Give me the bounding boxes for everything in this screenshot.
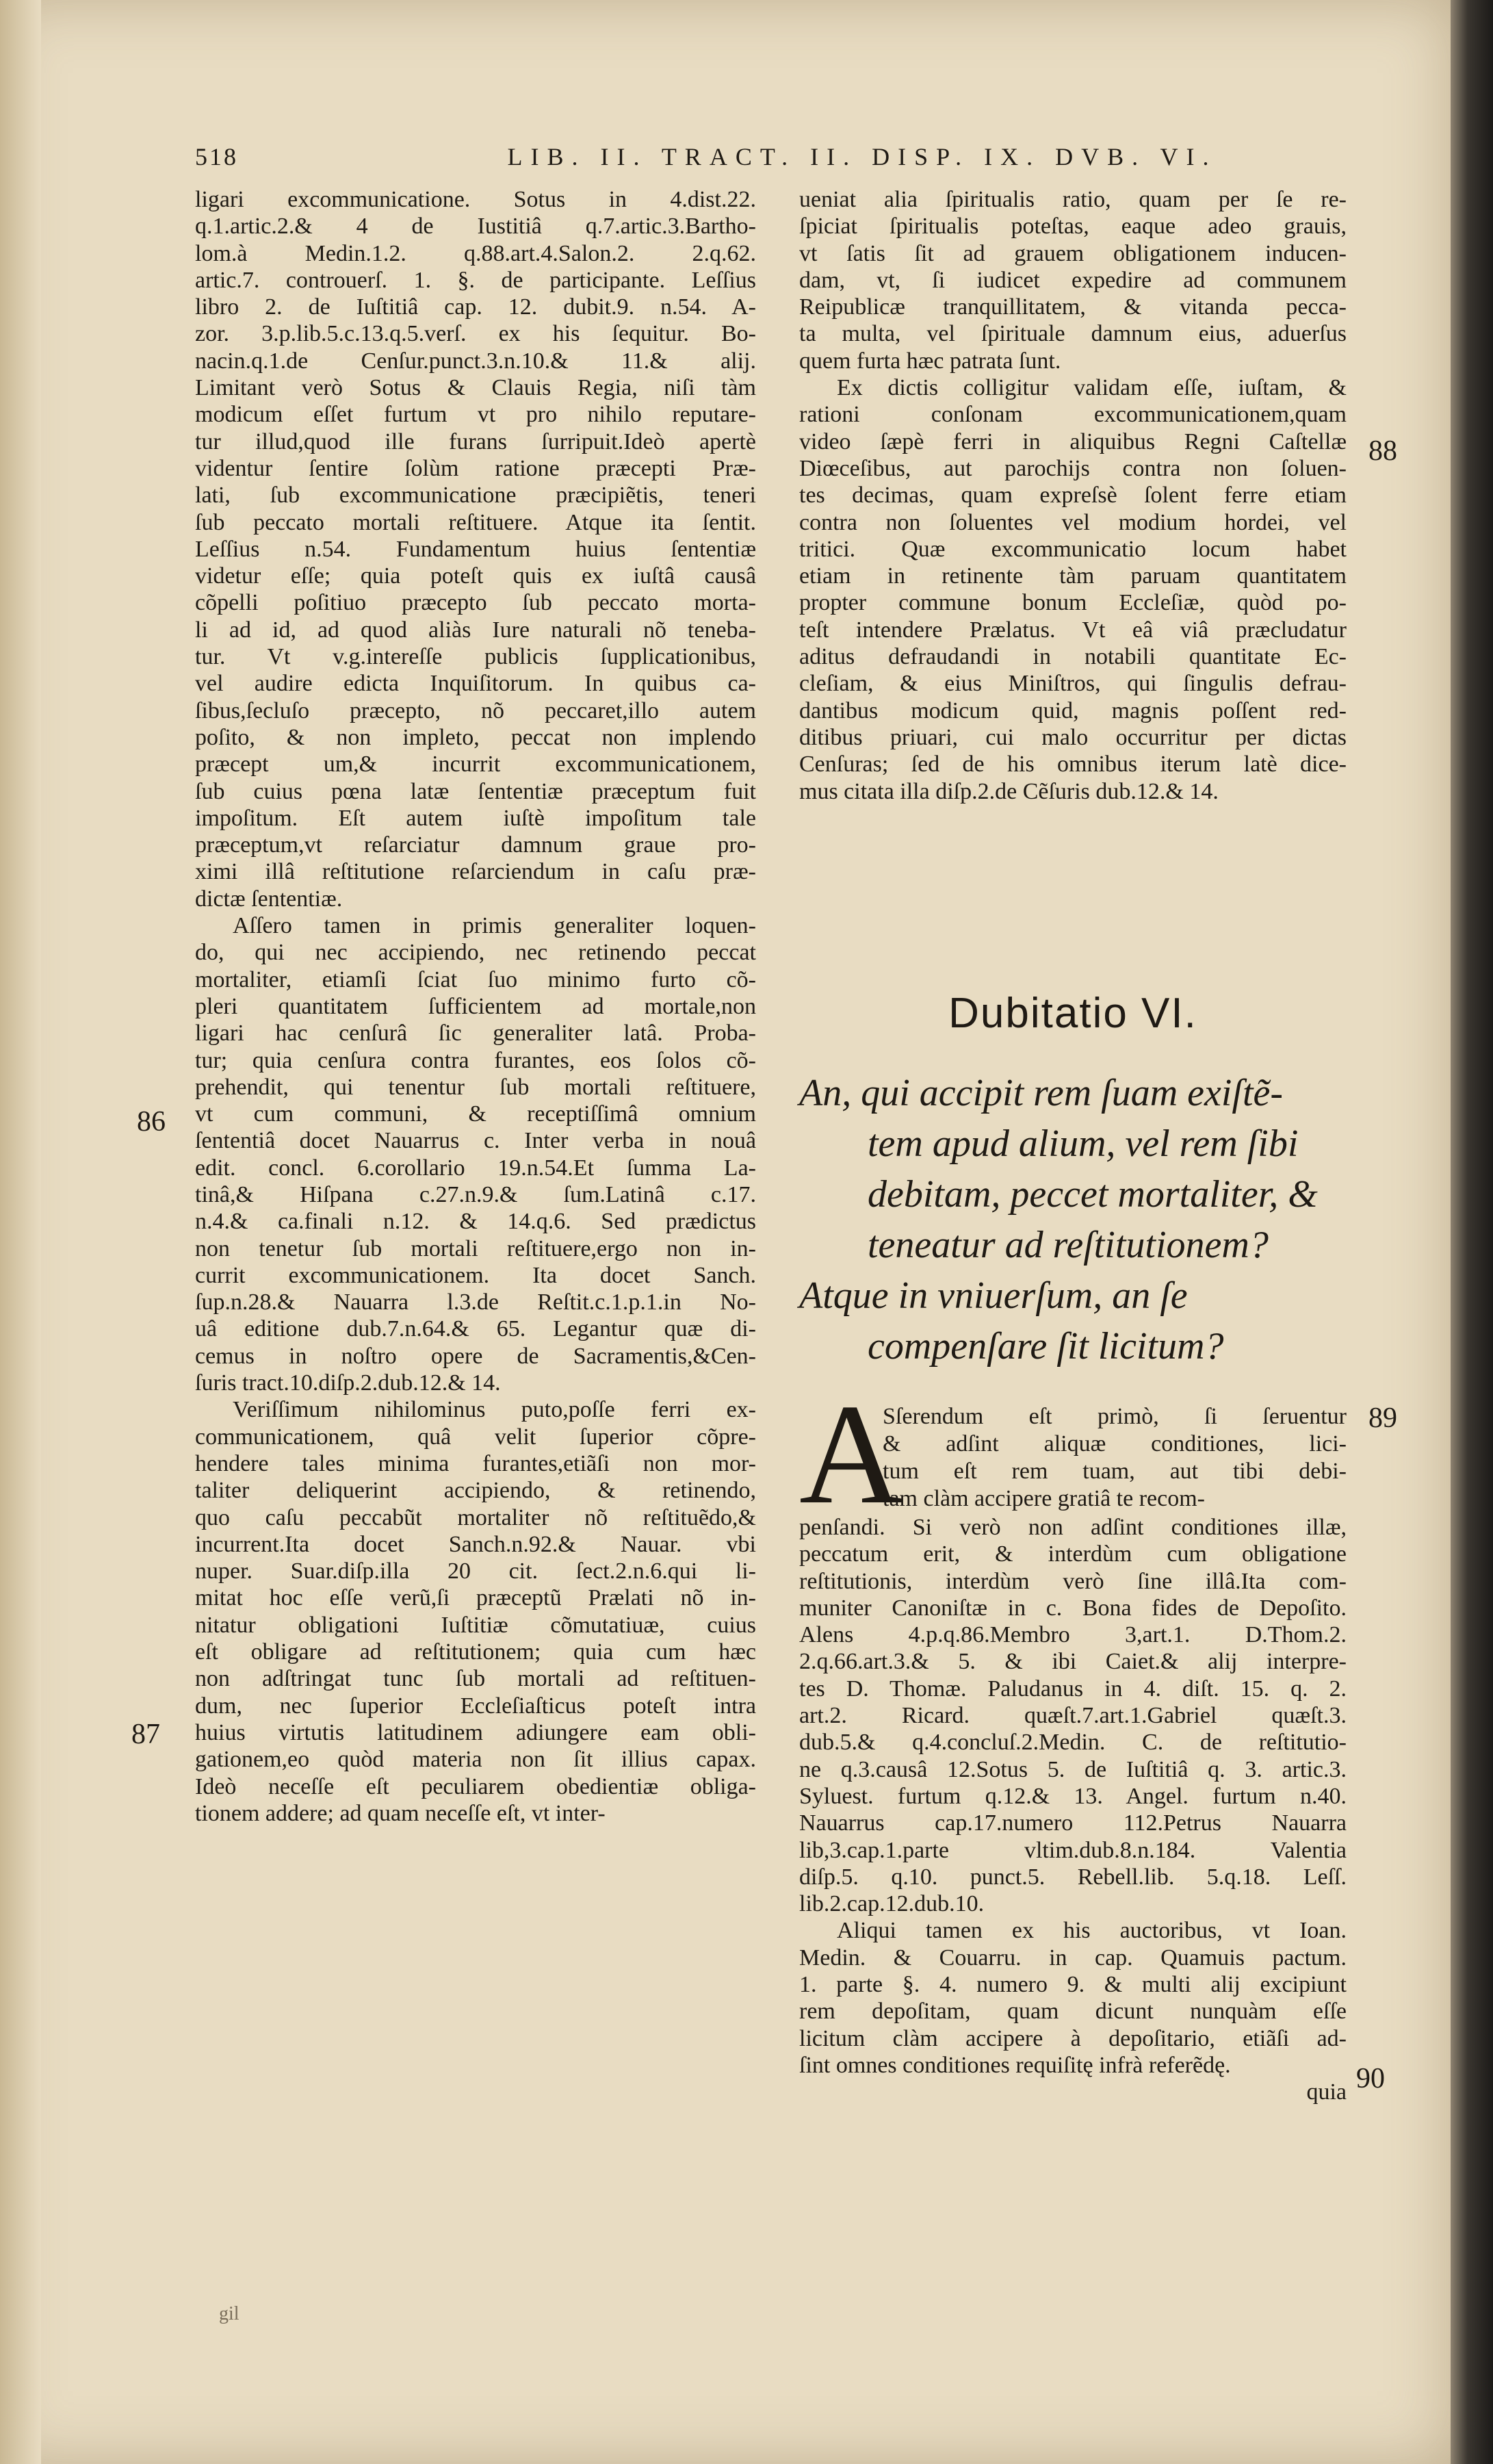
- text-line: præceptum,vt reſarciatur damnum graue pro-: [195, 832, 756, 858]
- text-line: lati, ſub excommunicatione præcipiẽtis, teneri: [195, 483, 756, 509]
- text-line: Reipublicæ tranquillitatem, & vitanda pecca-: [799, 294, 1347, 320]
- text-line: cemus in noſtro opere de Sacramentis,&Cen-: [195, 1343, 756, 1369]
- drop-cap-letter: A: [799, 1375, 903, 1534]
- text-line: do, qui nec accipiendo, nec retinendo peccat: [195, 940, 756, 966]
- text-line: ſint omnes conditiones requiſitę infrà referẽdę.: [799, 2052, 1231, 2078]
- text-line: propter commune bonum Eccleſiæ, quòd po-: [799, 590, 1347, 616]
- text-line: videtur eſſe; quia poteſt quis ex iuſtâ causâ: [195, 563, 756, 589]
- margin-number-90: 90: [1356, 2063, 1385, 2094]
- text-line: reſtitutionis, interdùm verò ſine illâ.Ita com-: [799, 1568, 1347, 1594]
- dubitatio-heading: Dubitatio VI.: [948, 990, 1197, 1037]
- text-line: vt cum communi, & receptiſſimâ omnium: [195, 1101, 756, 1127]
- text-line: gationem,eo quòd materia non ſit illius capax.: [195, 1747, 756, 1773]
- text-line: incurrent.Ita docet Sanch.n.92.& Nauar. vbi: [195, 1531, 756, 1557]
- text-line: ditibus priuari, cui malo occurritur per dictas: [799, 724, 1347, 750]
- text-line: huius virtutis latitudinem adiungere eam obli-: [195, 1719, 756, 1745]
- question-line: tem apud alium, vel rem ſibi: [868, 1122, 1299, 1165]
- text-line: currit excommunicationem. Ita docet Sanch.: [195, 1262, 756, 1288]
- text-line: Diœceſibus, aut parochijs contra non ſoluen-: [799, 455, 1347, 481]
- text-line: mitat hoc eſſe verũ,ſi præceptũ Prælati nõ in-: [195, 1585, 756, 1611]
- text-line: impoſitum. Eſt autem iuſtè impoſitum tale: [195, 805, 756, 831]
- text-line: Syluest. furtum q.12.& 13. Angel. furtum n.40.: [799, 1783, 1347, 1809]
- text-line: dum, nec ſuperior Eccleſiaſticus poteſt intra: [195, 1693, 756, 1719]
- text-line: Medin. & Couarru. in cap. Quamuis pactum.: [799, 1945, 1347, 1971]
- margin-number-88: 88: [1368, 435, 1397, 467]
- text-line: nacin.q.1.de Cenſur.punct.3.n.10.& 11.& alij.: [195, 348, 756, 374]
- text-line: ximi illâ reſtitutione reſarciendum in caſu præ-: [195, 859, 756, 885]
- text-line: dantibus modicum quid, magnis poſſent red-: [799, 697, 1347, 723]
- text-line: etiam in retinente tàm paruam quantitatem: [799, 563, 1347, 589]
- text-line: Aſſero tamen in primis generaliter loquen-: [233, 913, 756, 939]
- left-paragraph-3: [195, 1396, 756, 1827]
- text-line: Cenſuras; ſed de his omnibus iterum latè dice-: [799, 752, 1347, 778]
- catchword-row: [799, 2079, 1347, 2106]
- question-line: An, qui accipit rem ſuam exiſtẽ-: [799, 1072, 1284, 1114]
- text-line: cõpelli poſitiuo præcepto ſub peccato morta-: [195, 590, 756, 616]
- left-paragraph-2: [195, 912, 756, 1396]
- text-line: lib,3.cap.1.parte vltim.dub.8.n.184. Valentia: [799, 1837, 1347, 1863]
- text-line: hendere tales minima furantes,etiãſi non mor-: [195, 1450, 756, 1476]
- text-line: video ſæpè ferri in aliquibus Regni Caſtellæ: [799, 428, 1347, 454]
- right-column-upper: [799, 186, 1347, 805]
- question-line: Atque in vniuerſum, an ſe: [799, 1274, 1188, 1317]
- text-line: licitum clàm accipere à depoſitario, etiãſi ad-: [799, 2025, 1347, 2051]
- text-line: dub.5.& q.4.concluſ.2.Medin. C. de reſtitutio-: [799, 1730, 1347, 1756]
- margin-number-87: 87: [131, 1719, 160, 1750]
- text-line: ſub cuius pœna latæ ſententiæ præceptum fuit: [195, 778, 756, 804]
- text-line: tur. Vt v.g.intereſſe publicis ſupplicationibus,: [195, 644, 756, 670]
- text-line: ſuris tract.10.diſp.2.dub.12.& 14.: [195, 1370, 501, 1396]
- right-paragraph-4: [799, 1917, 1347, 2079]
- text-line: & adſint aliquæ conditiones, lici-: [883, 1431, 1347, 1456]
- text-line: zor. 3.p.lib.5.c.13.q.5.verſ. ex his ſequitur. Bo-: [195, 321, 756, 347]
- text-line: non tenetur ſub mortali reſtituere,ergo non in-: [195, 1235, 756, 1261]
- text-line: ueniat alia ſpiritualis ratio, quam per ſe re-: [799, 187, 1347, 212]
- text-line: 1. parte §. 4. numero 9. & multi alij excipiunt: [799, 1972, 1347, 1998]
- text-line: non adſtringat tunc ſub mortali ad reſtituen-: [195, 1666, 756, 1692]
- page-header: [195, 142, 1338, 183]
- running-title: LIB. II. TRACT. II. DISP. IX. DVB. VI.: [507, 143, 1217, 170]
- text-line: tam clàm accipere gratiâ te recom-: [883, 1486, 1205, 1511]
- text-line: libro 2. de Iuſtitiâ cap. 12. dubit.9. n.54. A-: [195, 294, 756, 320]
- text-line: li ad id, ad quod aliàs Iure naturali nõ teneba-: [195, 617, 756, 643]
- text-line: Limitant verò Sotus & Clauis Regia, niſi tàm: [195, 375, 756, 401]
- text-line: Sſerendum eſt primò, ſi ſeruentur: [883, 1404, 1347, 1429]
- text-line: videntur ſentire ſolùm ratione præcepti Præ-: [195, 455, 756, 481]
- margin-number-89: 89: [1368, 1402, 1397, 1434]
- margin-number-86: 86: [137, 1106, 166, 1138]
- capped-paragraph-start: [883, 1403, 1347, 1513]
- question-line: teneatur ad reſtitutionem?: [868, 1224, 1269, 1266]
- text-line: artic.7. controuerſ. 1. §. de participante. Leſſius: [195, 267, 756, 293]
- text-line: edit. concl. 6.corollario 19.n.54.Et ſumma La-: [195, 1155, 756, 1181]
- text-line: pleri quantitatem ſufficientem ad mortale,non: [195, 993, 756, 1019]
- text-line: ta multa, vel ſpirituale damnum eius, aduerſus: [799, 321, 1347, 347]
- text-line: ligari hac cenſurâ ſic generaliter latâ. Proba-: [195, 1021, 756, 1047]
- binding-shadow: [0, 0, 41, 2464]
- text-line: prehendit, qui tenentur ſub mortali reſtituere,: [195, 1074, 756, 1100]
- signature-mark: gil: [219, 2303, 239, 2324]
- text-line: tur illud,quod ille furans ſurripuit.Ideò apertè: [195, 428, 756, 454]
- text-line: vel audire edicta Inquiſitorum. In quibus ca-: [195, 671, 756, 697]
- text-line: lib.2.cap.12.dub.10.: [799, 1891, 985, 1917]
- text-line: ſibus,ſecluſo præcepto, nõ peccaret,illo autem: [195, 697, 756, 723]
- text-line: præcept um,& incurrit excommunicationem,: [195, 752, 756, 778]
- text-line: tum eſt rem tuam, aut tibi debi-: [883, 1459, 1347, 1484]
- text-line: lom.à Medin.1.2. q.88.art.4.Salon.2. 2.q.62.: [195, 240, 756, 266]
- text-line: dam, vt, ſi iudicet expedire ad communem: [799, 267, 1347, 293]
- catchword: quia: [1306, 2079, 1347, 2105]
- text-line: aditus defraudandi in notabili quantitate Ec-: [799, 644, 1347, 670]
- text-line: Leſſius n.54. Fundamentum huius ſententiæ: [195, 536, 756, 562]
- text-line: diſp.5. q.10. punct.5. Rebell.lib. 5.q.18. Leſſ.: [799, 1864, 1347, 1890]
- text-line: tes D. Thomæ. Paludanus in 4. diſt. 15. q. 2.: [799, 1676, 1347, 1702]
- text-line: q.1.artic.2.& 4 de Iustitiâ q.7.artic.3.Bartho-: [195, 214, 756, 240]
- text-line: nuper. Suar.diſp.illa 20 cit. ſect.2.n.6.qui li-: [195, 1558, 756, 1584]
- text-line: tionem addere; ad quam neceſſe eſt, vt inter-: [195, 1800, 606, 1826]
- text-line: 2.q.66.art.3.& 5. & ibi Caiet.& alij interpre-: [799, 1649, 1347, 1675]
- text-line: tritici. Quæ excommunicatio locum habet: [799, 536, 1347, 562]
- question-line: compenſare ſit licitum?: [868, 1325, 1224, 1368]
- text-line: dictæ ſententiæ.: [195, 886, 343, 912]
- text-line: taliter deliquerint accipiendo, & retinendo,: [195, 1478, 756, 1504]
- text-line: mus citata illa diſp.2.de Cẽſuris dub.12.& 14.: [799, 778, 1219, 804]
- text-line: quem furta hæc patrata ſunt.: [799, 348, 1061, 374]
- text-line: Alens 4.p.q.86.Membro 3,art.1. D.Thom.2.: [799, 1622, 1347, 1648]
- text-line: quo caſu peccabũt mortaliter nõ reſtituẽdo,&: [195, 1504, 756, 1530]
- page-edge: [1451, 0, 1493, 2464]
- text-line: cleſiam, & eius Miniſtros, qui ſingulis defrau-: [799, 671, 1347, 697]
- question-line: debitam, peccet mortaliter, &: [868, 1173, 1318, 1216]
- text-line: ne q.3.causâ 12.Sotus 5. de Iuſtitiâ q. 3. artic.3.: [799, 1756, 1347, 1782]
- text-line: rem depoſitam, quam dicunt nunquàm eſſe: [799, 1999, 1347, 2025]
- text-line: teſt intendere Prælatus. Vt eâ viâ præcludatur: [799, 617, 1347, 643]
- text-line: ſub peccato mortali reſtituere. Atque ita ſentit.: [195, 509, 756, 535]
- text-line: ſup.n.28.& Nauarra l.3.de Reſtit.c.1.p.1.in No-: [195, 1289, 756, 1316]
- text-line: nitatur obligationi Iuſtitiæ cõmutatiuæ, cuius: [195, 1612, 756, 1638]
- text-line: ſpiciat ſpiritualis poteſtas, eaque adeo grauis,: [799, 214, 1347, 240]
- text-line: Ex dictis colligitur validam eſſe, iuſtam, &: [837, 375, 1347, 401]
- text-line: communicationem, quâ velit ſuperior cõpre-: [195, 1424, 756, 1450]
- text-line: tinâ,& Hiſpana c.27.n.9.& ſum.Latinâ c.17.: [195, 1181, 756, 1207]
- text-line: ſententiâ docet Nauarrus c. Inter verba in nouâ: [195, 1128, 756, 1154]
- text-line: modicum eſſet furtum vt pro nihilo reputare-: [195, 402, 756, 428]
- text-line: peccatum erit, & interdùm cum obligatione: [799, 1541, 1347, 1567]
- text-line: mortaliter, etiamſi ſciat ſuo minimo furto cõ-: [195, 966, 756, 992]
- page-number: 518: [195, 143, 238, 170]
- text-line: tur; quia cenſura contra furantes, eos ſolos cõ-: [195, 1047, 756, 1073]
- right-paragraph-1: [799, 186, 1347, 374]
- text-line: vt ſatis ſit ad grauem obligationem inducen-: [799, 240, 1347, 266]
- right-column-lower: [799, 1514, 1347, 2106]
- text-line: ligari excommunicatione. Sotus in 4.dist.22.: [195, 187, 756, 212]
- text-line: poſito, & non impleto, peccat non implendo: [195, 724, 756, 750]
- text-line: Veriſſimum nihilominus puto,poſſe ferri ex-: [233, 1397, 756, 1423]
- text-line: Ideò neceſſe eſt peculiarem obedientiæ obliga-: [195, 1773, 756, 1799]
- right-paragraph-3-rest: [799, 1514, 1347, 1917]
- dubitatio-question: [799, 1068, 1347, 1372]
- text-line: contra non ſoluentes vel modium hordei, vel: [799, 509, 1347, 535]
- text-line: art.2. Ricard. quæſt.7.art.1.Gabriel quæſt.3.: [799, 1703, 1347, 1729]
- left-paragraph-1: [195, 186, 756, 912]
- text-line: tes decimas, quam expreſsè ſolent ferre etiam: [799, 483, 1347, 509]
- text-line: n.4.& ca.finali n.12. & 14.q.6. Sed prædictus: [195, 1209, 756, 1235]
- text-line: Aliqui tamen ex his auctoribus, vt Ioan.: [837, 1918, 1347, 1944]
- text-line: rationi conſonam excommunicationem,quam: [799, 402, 1347, 428]
- text-line: Nauarrus cap.17.numero 112.Petrus Nauarra: [799, 1810, 1347, 1836]
- left-column: [195, 186, 756, 1827]
- text-line: penſandi. Si verò non adſint conditiones illæ,: [799, 1515, 1347, 1540]
- text-line: uâ editione dub.7.n.64.& 65. Legantur quæ di-: [195, 1316, 756, 1342]
- text-line: eſt obligare ad reſtitutionem; quia cum hæc: [195, 1639, 756, 1665]
- right-paragraph-2: [799, 374, 1347, 805]
- text-line: muniter Canoniſtæ in c. Bona fides de Depoſito.: [799, 1595, 1347, 1621]
